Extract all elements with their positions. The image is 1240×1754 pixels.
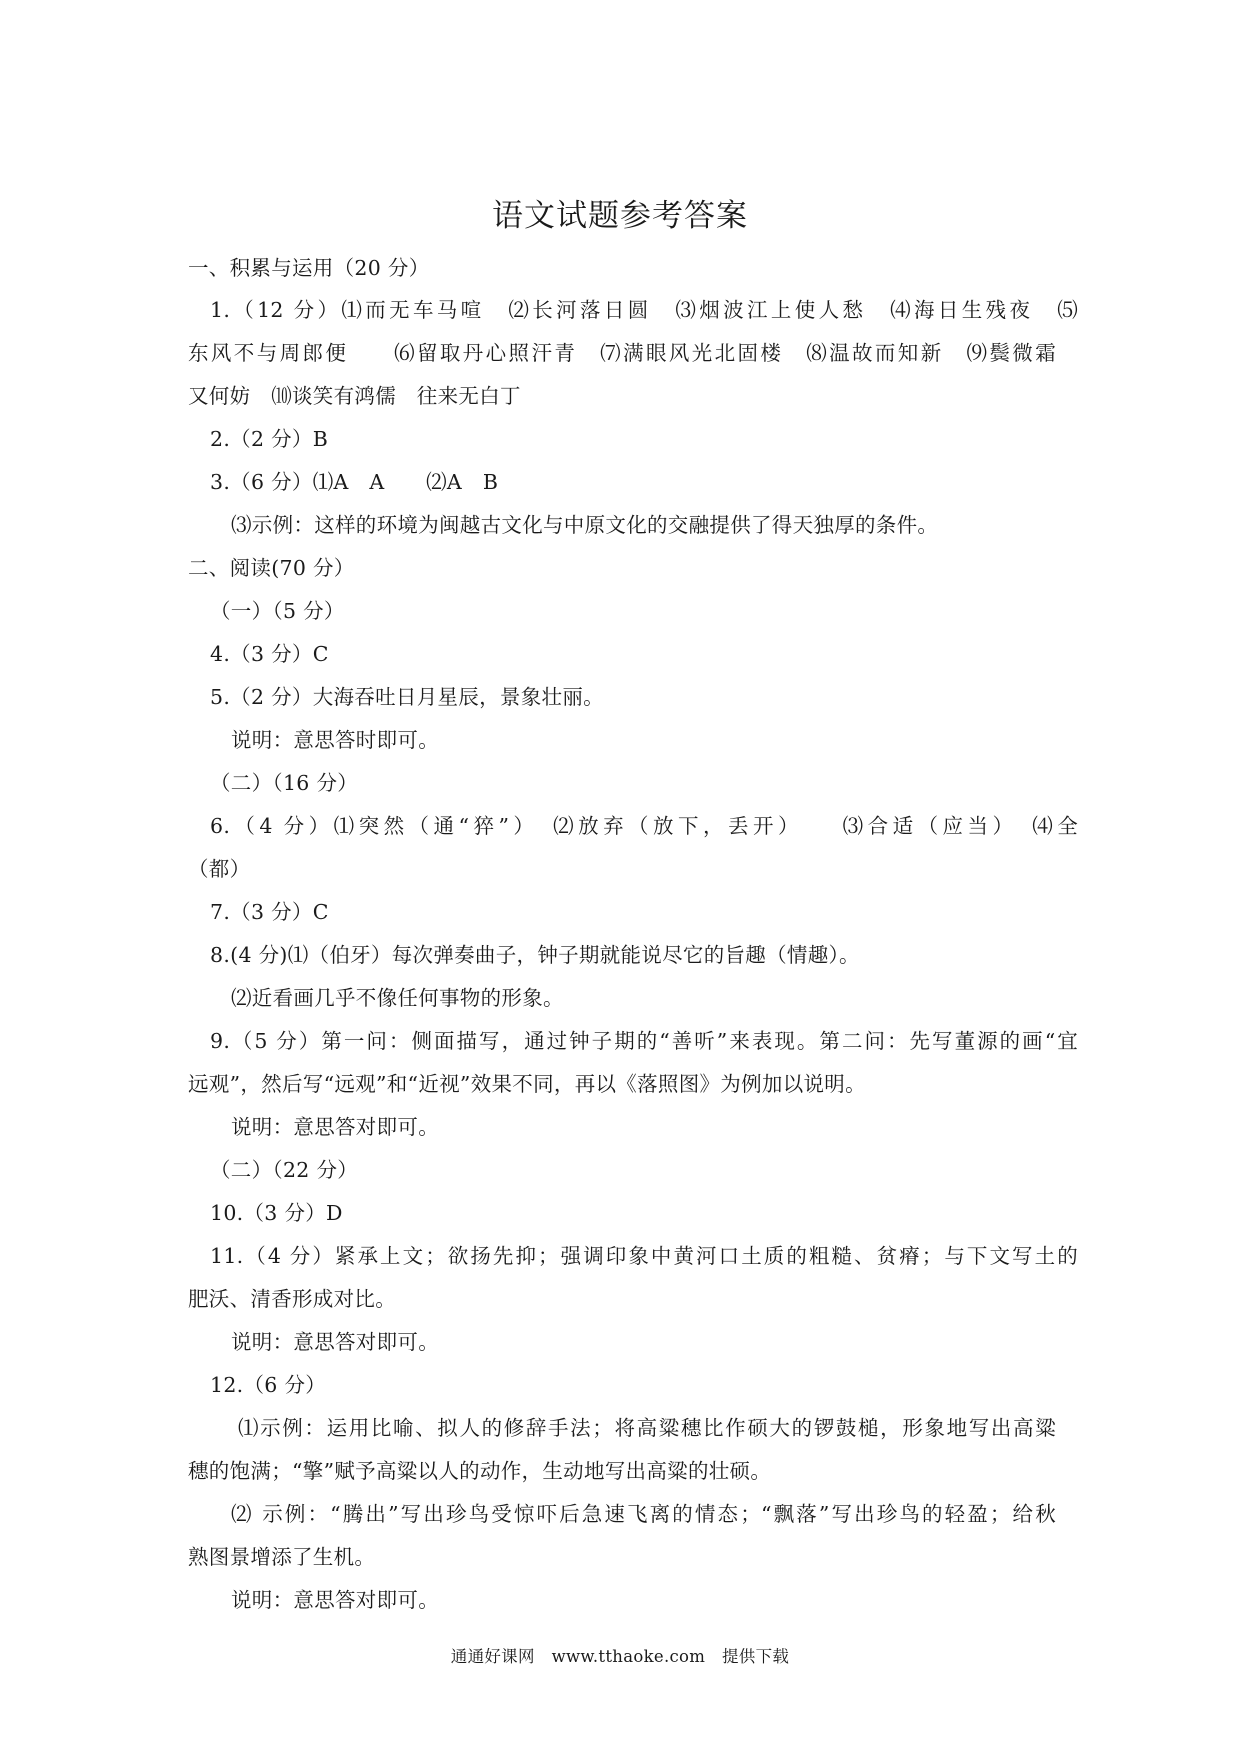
text-line: 7.（3 分）C <box>210 900 329 924</box>
text-line: 2.（2 分）B <box>210 427 329 451</box>
text-line: 12.（6 分） <box>210 1373 327 1397</box>
text-line: 6.（4 分）⑴突然（通“猝”） ⑵放弃（放下，丢开） ⑶合适（应当） ⑷全 <box>210 814 1078 838</box>
text-line: 4.（3 分）C <box>210 642 329 666</box>
text-line: 8.(4 分)⑴（伯牙）每次弹奏曲子，钟子期就能说尽它的旨趣（情趣）。 <box>210 943 860 967</box>
page-title: 语文试题参考答案 <box>492 198 748 234</box>
text-line: 11.（4 分）紧承上文；欲扬先抑；强调印象中黄河口土质的粗糙、贫瘠；与下文写土的 <box>210 1244 1078 1268</box>
subsection-heading: （一）（5 分） <box>210 599 345 623</box>
text-line: 熟图景增添了生机。 <box>188 1545 376 1569</box>
text-line: ⑴示例：运用比喻、拟人的修辞手法；将高粱穗比作硕大的锣鼓槌，形象地写出高粱 <box>238 1416 1056 1440</box>
subsection-heading: （二）（22 分） <box>210 1158 359 1182</box>
text-line: 1.（12 分）⑴而无车马喧 ⑵长河落日圆 ⑶烟波江上使人愁 ⑷海日生残夜 ⑸ <box>210 298 1078 322</box>
subsection-heading: （二）（16 分） <box>210 771 359 795</box>
text-line: 穗的饱满；“擎”赋予高粱以人的动作，生动地写出高粱的壮硕。 <box>188 1459 772 1483</box>
note-line: 说明：意思答时即可。 <box>231 728 439 752</box>
note-line: 说明：意思答对即可。 <box>231 1588 439 1612</box>
note-line: 说明：意思答对即可。 <box>231 1330 439 1354</box>
text-line: 东风不与周郎便 ⑹留取丹心照汗青 ⑺满眼风光北固楼 ⑻温故而知新 ⑼鬓微霜 <box>188 341 1056 365</box>
text-line: （都） <box>188 857 251 881</box>
section-heading: 二、阅读(70 分） <box>188 556 355 580</box>
text-line: 肥沃、清香形成对比。 <box>188 1287 396 1311</box>
page-footer: 通通好课网 www.tthaoke.com 提供下载 <box>450 1647 790 1666</box>
text-line: 又何妨 ⑽谈笑有鸿儒 往来无白丁 <box>188 384 521 408</box>
section-heading: 一、积累与运用（20 分） <box>188 256 430 280</box>
text-line: 10.（3 分）D <box>210 1201 343 1225</box>
text-line: ⑵近看画几乎不像任何事物的形象。 <box>231 986 564 1010</box>
text-line: 5.（2 分）大海吞吐日月星辰，景象壮丽。 <box>210 685 604 709</box>
note-line: 说明：意思答对即可。 <box>231 1115 439 1139</box>
text-line: ⑶示例：这样的环境为闽越古文化与中原文化的交融提供了得天独厚的条件。 <box>231 513 939 537</box>
text-line: ⑵ 示例：“腾出”写出珍鸟受惊吓后急速飞离的情态；“飘落”写出珍鸟的轻盈；给秋 <box>231 1502 1056 1526</box>
text-line: 远观”，然后写“远观”和“近视”效果不同，再以《落照图》为例加以说明。 <box>188 1072 866 1096</box>
text-line: 9.（5 分）第一问：侧面描写，通过钟子期的“善听”来表现。第二问：先写董源的画“宜 <box>210 1029 1078 1053</box>
text-line: 3.（6 分）⑴A A ⑵A B <box>210 470 499 494</box>
